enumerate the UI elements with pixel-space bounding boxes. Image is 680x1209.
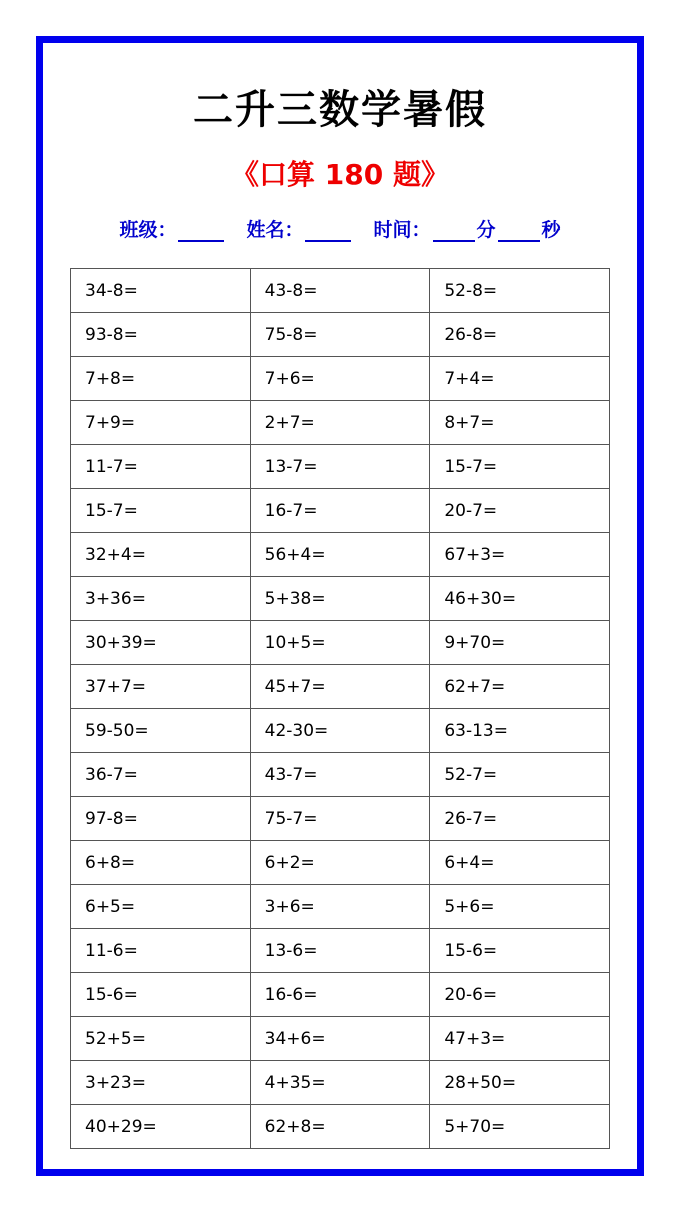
- problem-cell[interactable]: 32+4=: [71, 533, 251, 577]
- problem-cell[interactable]: 43-7=: [250, 753, 430, 797]
- problem-cell[interactable]: 5+38=: [250, 577, 430, 621]
- problem-cell[interactable]: 15-7=: [71, 489, 251, 533]
- table-row: [71, 1105, 610, 1149]
- problem-cell[interactable]: 2+7=: [250, 401, 430, 445]
- problem-cell[interactable]: 3+6=: [250, 885, 430, 929]
- problem-cell[interactable]: 13-7=: [250, 445, 430, 489]
- problem-cell[interactable]: 42-30=: [250, 709, 430, 753]
- problem-cell[interactable]: 11-7=: [71, 445, 251, 489]
- problem-cell[interactable]: 20-7=: [430, 489, 610, 533]
- worksheet-content: [50, 50, 630, 1162]
- problem-cell[interactable]: 5+6=: [430, 885, 610, 929]
- problem-cell[interactable]: 63-13=: [430, 709, 610, 753]
- table-row: [71, 269, 610, 313]
- problem-cell[interactable]: 20-6=: [430, 973, 610, 1017]
- class-label: 班级：: [119, 219, 177, 241]
- table-row: [71, 1017, 610, 1061]
- table-row: [71, 357, 610, 401]
- problem-cell[interactable]: 62+8=: [250, 1105, 430, 1149]
- problem-cell[interactable]: 6+8=: [71, 841, 251, 885]
- problem-cell[interactable]: 52-8=: [430, 269, 610, 313]
- problem-cell[interactable]: 9+70=: [430, 621, 610, 665]
- table-row: [71, 313, 610, 357]
- problem-cell[interactable]: 34-8=: [71, 269, 251, 313]
- problem-cell[interactable]: 6+4=: [430, 841, 610, 885]
- problem-cell[interactable]: 59-50=: [71, 709, 251, 753]
- problem-cell[interactable]: 3+23=: [71, 1061, 251, 1105]
- table-row: [71, 929, 610, 973]
- problem-cell[interactable]: 16-7=: [250, 489, 430, 533]
- problem-grid: [70, 268, 610, 1149]
- table-row: [71, 445, 610, 489]
- page-subtitle: 《口算 180 题》: [231, 158, 449, 191]
- page-title: 二升三数学暑假: [193, 87, 487, 133]
- table-row: [71, 621, 610, 665]
- problem-cell[interactable]: 62+7=: [430, 665, 610, 709]
- problem-cell[interactable]: 8+7=: [430, 401, 610, 445]
- time-field: [373, 215, 560, 242]
- time-label: 时间：: [373, 219, 431, 241]
- name-input-blank[interactable]: [305, 220, 351, 242]
- table-row: [71, 841, 610, 885]
- second-label: 秒: [541, 219, 561, 241]
- table-row: [71, 885, 610, 929]
- table-row: [71, 665, 610, 709]
- problem-cell[interactable]: 5+70=: [430, 1105, 610, 1149]
- problem-cell[interactable]: 45+7=: [250, 665, 430, 709]
- problem-cell[interactable]: 47+3=: [430, 1017, 610, 1061]
- problem-cell[interactable]: 10+5=: [250, 621, 430, 665]
- problem-cell[interactable]: 52-7=: [430, 753, 610, 797]
- problem-cell[interactable]: 43-8=: [250, 269, 430, 313]
- class-input-blank[interactable]: [178, 220, 224, 242]
- problem-cell[interactable]: 26-8=: [430, 313, 610, 357]
- problem-grid-body: [71, 269, 610, 1149]
- seconds-input-blank[interactable]: [498, 220, 540, 242]
- problem-cell[interactable]: 7+9=: [71, 401, 251, 445]
- table-row: [71, 753, 610, 797]
- problem-cell[interactable]: 15-7=: [430, 445, 610, 489]
- table-row: [71, 533, 610, 577]
- problem-cell[interactable]: 34+6=: [250, 1017, 430, 1061]
- table-row: [71, 973, 610, 1017]
- problem-cell[interactable]: 11-6=: [71, 929, 251, 973]
- problem-cell[interactable]: 6+2=: [250, 841, 430, 885]
- problem-cell[interactable]: 56+4=: [250, 533, 430, 577]
- problem-cell[interactable]: 7+4=: [430, 357, 610, 401]
- problem-cell[interactable]: 40+29=: [71, 1105, 251, 1149]
- table-row: [71, 797, 610, 841]
- table-row: [71, 489, 610, 533]
- problem-cell[interactable]: 7+8=: [71, 357, 251, 401]
- table-row: [71, 709, 610, 753]
- table-row: [71, 401, 610, 445]
- problem-cell[interactable]: 52+5=: [71, 1017, 251, 1061]
- problem-cell[interactable]: 75-8=: [250, 313, 430, 357]
- problem-cell[interactable]: 28+50=: [430, 1061, 610, 1105]
- table-row: [71, 1061, 610, 1105]
- problem-cell[interactable]: 30+39=: [71, 621, 251, 665]
- problem-cell[interactable]: 93-8=: [71, 313, 251, 357]
- name-label: 姓名：: [246, 219, 304, 241]
- minute-label: 分: [476, 219, 496, 241]
- problem-cell[interactable]: 26-7=: [430, 797, 610, 841]
- problem-cell[interactable]: 16-6=: [250, 973, 430, 1017]
- problem-cell[interactable]: 7+6=: [250, 357, 430, 401]
- table-row: [71, 577, 610, 621]
- name-field: [246, 215, 353, 242]
- problem-cell[interactable]: 75-7=: [250, 797, 430, 841]
- problem-cell[interactable]: 37+7=: [71, 665, 251, 709]
- minutes-input-blank[interactable]: [433, 220, 475, 242]
- problem-cell[interactable]: 36-7=: [71, 753, 251, 797]
- problem-cell[interactable]: 13-6=: [250, 929, 430, 973]
- student-info-row: [50, 215, 630, 242]
- problem-cell[interactable]: 15-6=: [71, 973, 251, 1017]
- problem-cell[interactable]: 6+5=: [71, 885, 251, 929]
- class-field: [119, 215, 226, 242]
- problem-cell[interactable]: 15-6=: [430, 929, 610, 973]
- problem-cell[interactable]: 46+30=: [430, 577, 610, 621]
- problem-cell[interactable]: 4+35=: [250, 1061, 430, 1105]
- problem-cell[interactable]: 67+3=: [430, 533, 610, 577]
- problem-cell[interactable]: 97-8=: [71, 797, 251, 841]
- problem-cell[interactable]: 3+36=: [71, 577, 251, 621]
